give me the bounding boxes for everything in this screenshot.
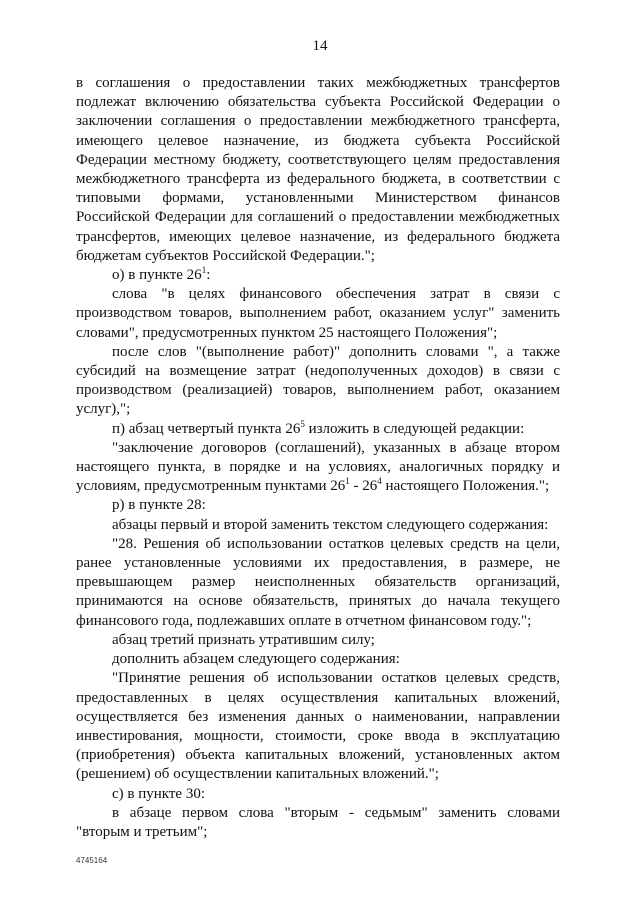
paragraph-item-s: с) в пункте 30:	[112, 785, 206, 802]
paragraph-14: в абзаце первом слова "вторым - седьмым" заменить словами "вторым и третьим";	[76, 804, 560, 840]
paragraph-3: слова "в целях финансового обеспечения затрат в связи с производством товаров, выполнением работ, оказанием услуг" заменить словами", предусмотренных пунктом 25 настоящего Положения";	[76, 286, 560, 341]
paragraph-item-r: р) в пункте 28:	[112, 497, 206, 514]
paragraph-12: "Принятие решения об использовании остатков целевых средств, предоставленных в целях осуществления капитальных вложений, осуществляется без изменения данных о наименовании, направлении инвестирования, мощности, стоимости, сроке ввода в эксплуатацию (приобретения) объекта капитальных вложений, установленных актом (решением) об осуществлении капитальных вложений.";	[76, 670, 560, 783]
paragraph-11: дополнить абзацем следующего содержания:	[112, 651, 400, 668]
page-number: 14	[312, 38, 328, 54]
document-body	[76, 74, 560, 842]
paragraph-4: после слов "(выполнение работ)" дополнить словами ", а также субсидий на возмещение затрат (недополученных доходов) в связи с производством (реализацией) товаров, выполнением работ, оказанием услуг),";	[76, 343, 560, 418]
paragraph-9: "28. Решения об использовании остатков целевых средств на цели, ранее установленные условиями их предоставления, в размере, не превышающем размер неисполненных обязательств организаций, принимаются на основе обязательств, принятых до начала текущего финансового года, подлежавших оплате в отчетном финансовом году.";	[76, 535, 560, 629]
document-code: 4745164	[76, 856, 108, 865]
paragraph-item-p: п) абзац четвертый пункта $26^5$ изложить в следующей редакции:	[112, 418, 525, 437]
paragraph-10: абзац третий признать утратившим силу;	[112, 631, 375, 648]
paragraph-8: абзацы первый и второй заменить текстом следующего содержания:	[112, 516, 549, 533]
paragraph-6: "заключение договоров (соглашений), указанных в абзаце втором настоящего пункта, в порядке и на условиях, аналогичных порядку и условиям, предусмотренным пунктами $26^1 - 26^4$ настоящего Положения.";	[76, 439, 560, 495]
paragraph-item-o: о) в пункте $26^1$:	[112, 265, 211, 284]
paragraph-1: в соглашения о предоставлении таких межбюджетных трансфертов подлежат включению обязательства субъекта Российской Федерации о заключении соглашения о предоставлении межбюджетного трансферта, имеющего целевое назначение, из бюджета субъекта Российской Федерации местному бюджету, соответствующего целям предоставления межбюджетного трансферта из федерального бюджета, в соответствии с типовыми формами, установленными Министерством финансов Российской Федерации для соглашений о предоставлении межбюджетных трансфертов, имеющих целевое назначение, из федерального бюджета бюджетам субъектов Российской Федерации.";	[76, 75, 560, 264]
